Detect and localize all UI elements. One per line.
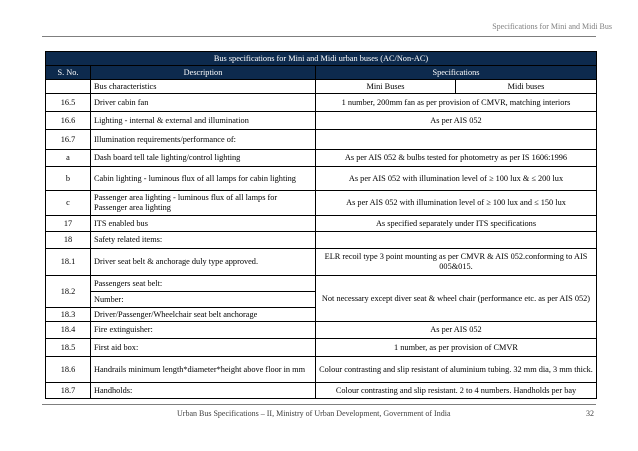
table-subheader-row (46, 80, 597, 94)
row-sno: 18.5 (46, 339, 91, 357)
row-description: First aid box: (91, 339, 316, 357)
subheader-mini: Mini Buses (316, 80, 456, 94)
row-description: Fire extinguisher: (91, 322, 316, 339)
table-row (46, 94, 597, 112)
row-description: Illumination requirements/performance of: (91, 130, 316, 150)
row-description: Passenger area lighting - luminous flux of all lamps for Passenger area lighting (91, 191, 316, 216)
row-sno: 18.4 (46, 322, 91, 339)
row-description: Driver/Passenger/Wheelchair seat belt anchorage (91, 308, 316, 322)
row-description: Handholds: (91, 383, 316, 399)
table-row (46, 357, 597, 383)
row-spec: As specified separately under ITS specifications (316, 216, 597, 232)
row-description: Handrails minimum length*diameter*height above floor in mm (91, 357, 316, 383)
table-row (46, 216, 597, 232)
subheader-midi: Midi buses (456, 80, 597, 94)
row-spec (316, 232, 597, 249)
row-sno: 18.3 (46, 308, 91, 322)
table-row (46, 276, 597, 292)
row-spec (316, 130, 597, 150)
table-row (46, 112, 597, 130)
table-header-row (46, 66, 597, 80)
row-description: ITS enabled bus (91, 216, 316, 232)
row-description: Driver cabin fan (91, 94, 316, 112)
page-header: Specifications for Mini and Midi Bus (492, 22, 612, 31)
row-description: Passengers seat belt: (91, 276, 316, 292)
table-row (46, 130, 597, 150)
row-spec: Colour contrasting and slip resistant of aluminium tubing. 32 mm dia, 3 mm thick. (316, 357, 597, 383)
row-spec: 1 number, as per provision of CMVR (316, 339, 597, 357)
row-spec: As per AIS 052 (316, 322, 597, 339)
row-description: Safety related items: (91, 232, 316, 249)
row-sno: 18 (46, 232, 91, 249)
header-description: Description (91, 66, 316, 80)
row-sno: b (46, 167, 91, 191)
row-sno: 16.5 (46, 94, 91, 112)
row-sno: 16.7 (46, 130, 91, 150)
row-spec: As per AIS 052 with illumination level of ≥ 100 lux and ≤ 150 lux (316, 191, 597, 216)
table-row (46, 191, 597, 216)
table-row (46, 167, 597, 191)
row-sno: 16.6 (46, 112, 91, 130)
row-sno: a (46, 150, 91, 167)
row-spec: As per AIS 052 (316, 112, 597, 130)
table-title-row (46, 52, 597, 66)
subheader-characteristics: Bus characteristics (91, 80, 316, 94)
row-description: Number: (91, 292, 316, 308)
row-sno: 18.6 (46, 357, 91, 383)
page-footer: Urban Bus Specifications – II, Ministry of Urban Development, Government of India (177, 409, 451, 418)
header-sno: S. No. (46, 66, 91, 80)
row-sno: 18.2 (46, 276, 91, 308)
row-spec: Colour contrasting and slip resistant. 2 to 4 numbers. Handholds per bay (316, 383, 597, 399)
table-row (46, 249, 597, 276)
row-sno: c (46, 191, 91, 216)
row-spec: 1 number, 200mm fan as per provision of CMVR, matching interiors (316, 94, 597, 112)
table-row (46, 383, 597, 399)
row-spec: As per AIS 052 & bulbs tested for photometry as per IS 1606:1996 (316, 150, 597, 167)
table-row (46, 339, 597, 357)
header-rule (42, 36, 596, 37)
row-spec: ELR recoil type 3 point mounting as per CMVR & AIS 052.conforming to AIS 005&015. (316, 249, 597, 276)
row-description: Dash board tell tale lighting/control lighting (91, 150, 316, 167)
row-spec: As per AIS 052 with illumination level of ≥ 100 lux & ≤ 200 lux (316, 167, 597, 191)
header-specifications: Specifications (316, 66, 597, 80)
table-row (46, 322, 597, 339)
table-title: Bus specifications for Mini and Midi urban buses (AC/Non-AC) (46, 52, 597, 66)
row-sno: 18.1 (46, 249, 91, 276)
row-sno: 17 (46, 216, 91, 232)
row-sno: 18.7 (46, 383, 91, 399)
table-row (46, 232, 597, 249)
subheader-empty (46, 80, 91, 94)
spec-table (45, 51, 597, 399)
row-description: Lighting - internal & external and illumination (91, 112, 316, 130)
page-number: 32 (586, 409, 594, 418)
row-description: Driver seat belt & anchorage duly type approved. (91, 249, 316, 276)
table-row (46, 150, 597, 167)
row-spec: Not necessary except diver seat & wheel chair (performance etc. as per AIS 052) (316, 276, 597, 322)
row-description: Cabin lighting - luminous flux of all lamps for cabin lighting (91, 167, 316, 191)
footer-rule (42, 404, 596, 405)
